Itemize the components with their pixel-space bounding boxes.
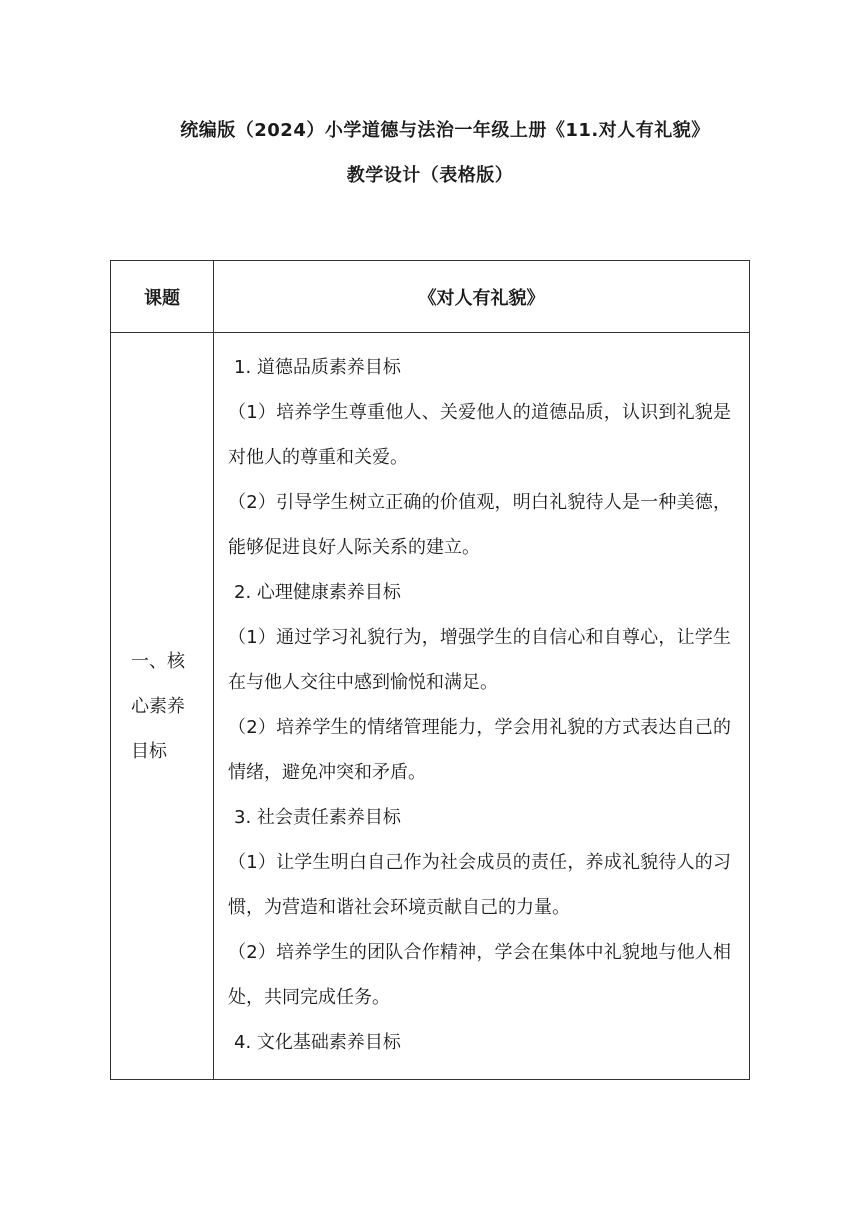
goal-item-social-responsibility-1: （1）让学生明白自己作为社会成员的责任，养成礼貌待人的习惯，为营造和谐社会环境贡献自己的力量。 [228, 852, 731, 918]
document-title-line-2: 教学设计（表格版） [346, 165, 514, 186]
lesson-design-table [110, 260, 750, 1080]
topic-label-cell: 课题 [111, 261, 214, 333]
goal-heading-social-responsibility: 3. 社会责任素养目标 [234, 807, 401, 828]
table-row-core-goals [111, 333, 750, 1080]
goal-item-mental-health-1: （1）通过学习礼貌行为，增强学生的自信心和自尊心，让学生在与他人交往中感到愉悦和满足。 [228, 627, 731, 693]
goal-heading-cultural-foundation: 4. 文化基础素养目标 [234, 1032, 401, 1053]
goal-item-moral-1: （1）培养学生尊重他人、关爱他人的道德品质，认识到礼貌是对他人的尊重和关爱。 [228, 402, 731, 468]
goal-heading-moral: 1. 道德品质素养目标 [234, 357, 401, 378]
topic-value-cell: 《对人有礼貌》 [214, 261, 750, 333]
document-title-line-1: 统编版（2024）小学道德与法治一年级上册《11.对人有礼貌》 [180, 120, 710, 141]
core-goals-content-cell [214, 333, 750, 1080]
goal-item-social-responsibility-2: （2）培养学生的团队合作精神，学会在集体中礼貌地与他人相处，共同完成任务。 [228, 942, 731, 1008]
core-goals-label-cell: 一、核心素养目标 [111, 333, 214, 1080]
goal-item-moral-2: （2）引导学生树立正确的价值观，明白礼貌待人是一种美德，能够促进良好人际关系的建立。 [228, 492, 731, 558]
goal-item-mental-health-2: （2）培养学生的情绪管理能力，学会用礼貌的方式表达自己的情绪，避免冲突和矛盾。 [228, 717, 731, 783]
goal-heading-mental-health: 2. 心理健康素养目标 [234, 582, 401, 603]
table-row-topic [111, 261, 750, 333]
